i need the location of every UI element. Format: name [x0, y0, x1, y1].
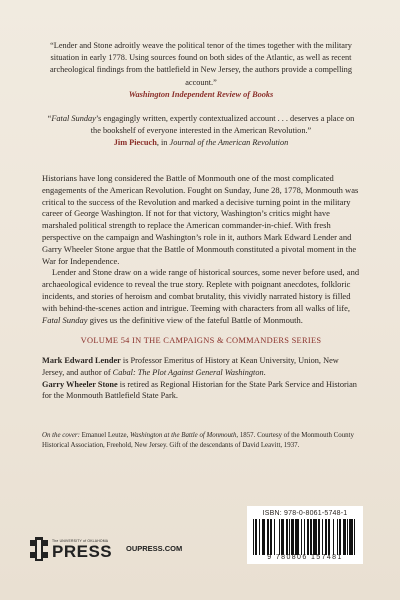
publisher-logo — [30, 537, 112, 561]
barcode-digits: 9 780806 157481 — [267, 554, 343, 561]
review-quote-2 — [42, 113, 360, 150]
barcode-bars — [253, 519, 357, 555]
description-paragraph: Lender and Stone draw on a wide range of historical sources, some never before used, and archaeological evidence to reveal the true story. Replete with poignant anecdotes, folkloric incidents, and stories of heroism and combat brutality, this vividly narrated history is filled with behind-the-scenes action and intrigue. Teeming with characters from all walks of life, Fatal Sunday gives us the definitive view of the fateful Battle of Monmouth. — [42, 267, 360, 325]
press-wordmark: PRESS — [52, 541, 113, 561]
publisher-url[interactable]: OUPRESS.COM — [126, 544, 183, 553]
ou-logo-icon — [30, 537, 48, 561]
book-description — [42, 173, 360, 326]
barcode-bar — [355, 519, 356, 555]
review-quote-1 — [42, 40, 360, 101]
author-bio: Mark Edward Lender is Professor Emeritus of History at Kean University, Union, New Jersey, and author of Cabal: The Plot Against General Washington. — [42, 356, 339, 377]
author-bio: Garry Wheeler Stone is retired as Regional Historian for the State Park Service and Historian for the Monmouth Battlefield State Park. — [42, 379, 357, 401]
quote-source: Washington Independent Review of Books — [128, 89, 274, 99]
cover-credit: On the cover: Emanuel Leutze, Washington at the Battle of Monmouth, 1857. Courtesy of the Monmouth County Historical Association, Freehold, New Jersey. Gift of the descendants of David Leavitt, 1937. — [42, 432, 354, 449]
barcode — [247, 506, 363, 564]
author-bios — [42, 355, 360, 402]
university-name: The UNIVERSITY of OKLAHOMA — [52, 538, 109, 543]
isbn-label: ISBN: 978-0-8061-5748-1 — [262, 510, 348, 517]
description-paragraph: Historians have long considered the Battle of Monmouth one of the most complicated engagements of the American Revolution. Fought on Sunday, June 28, 1778, Monmouth was critical to the success of the Revolution and marked a decisive turning point in the military career of George Washington. If not for that victory, Washington’s critics might have marshaled political strength to replace the American commander-in-chief. With fresh perspective on the campaign and Washington’s role in it, authors Mark Edward Lender and Garry Wheeler Stone argue that the Battle of Monmouth constituted a pivotal moment in the War for Independence. — [42, 173, 359, 266]
book-title: Fatal Sunday — [51, 114, 96, 123]
series-line: VOLUME 54 IN THE CAMPAIGNS & COMMANDERS SERIES — [80, 336, 322, 345]
quote-source: Jim Piecuch, in Journal of the American Revolution — [113, 138, 289, 148]
quote-text: “Fatal Sunday’s engagingly written, expertly contextualized account . . . deserves a place on the bookshelf of everyone interested in the American Revolution.” — [47, 114, 355, 136]
quote-text: “Lender and Stone adroitly weave the political tenor of the times together with the military situation in early 1778. Using sources found on both sides of the Atlantic, as well as recent archeological findings from the battlefield in New Jersey, the authors provide a compelling account.” — [50, 41, 352, 87]
